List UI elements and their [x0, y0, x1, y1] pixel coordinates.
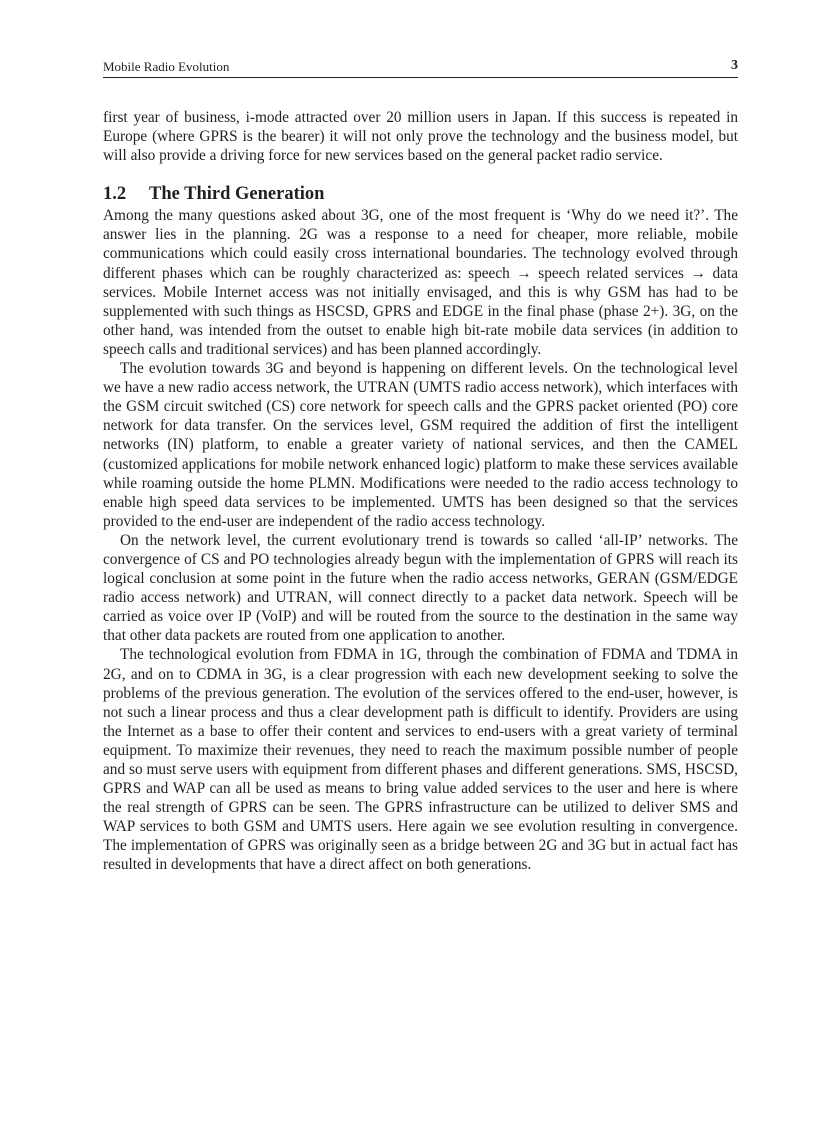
section-title: The Third Generation: [149, 184, 325, 205]
running-title: Mobile Radio Evolution: [103, 59, 230, 74]
section-heading: [103, 182, 738, 206]
paragraph: The technological evolution from FDMA in 1G, through the combination of FDMA and TDMA in 2G, and on to CDMA in 3G, is a clear progression with each new development seeking to solve the problems of the previous generation. The evolution of the services offered to the end-user, however, is not such a linear process and thus a clear development path is difficult to identify. Providers are using the Internet as a base to offer their content and services to end-users with a great variety of terminal equipment. To maximize their revenues, they need to reach the maximum possible number of people and so must serve users with equipment from different phases and different generations. SMS, HSCSD, GPRS and WAP can all be used as means to bring value added services to the user and here is where the real strength of GPRS can be seen. The GPRS infrastructure can be utilized to deliver SMS and WAP services to both GSM and UMTS users. Here again we see evolution resulting in convergence. The implementation of GPRS was originally seen as a bridge between 2G and 3G but in actual fact has resulted in developments that have a direct affect on both generations.: [103, 646, 738, 874]
paragraph: Among the many questions asked about 3G, one of the most frequent is ‘Why do we need it?’. The answer lies in the planning. 2G was a response to a need for cheaper, more reliable, mobile communications which could easily cross international boundaries. The technology evolved through different phases which can be roughly characterized as: speech → speech related services → data services. Mobile Internet access was not initially envisaged, and this is why GSM has had to be supplemented with such things as HSCSD, GPRS and EDGE in the final phase (phase 2+). 3G, on the other hand, was intended from the outset to enable high bit-rate mobile data services (in addition to speech calls and traditional services) and has been planned accordingly.: [103, 207, 738, 358]
intro-paragraph: first year of business, i-mode attracted over 20 million users in Japan. If this success is repeated in Europe (where GPRS is the bearer) it will not only prove the technology and the business model, but will also provide a driving force for new services based on the general packet radio service.: [103, 109, 738, 165]
body-text: [103, 108, 738, 875]
running-header: [103, 57, 738, 78]
page-number: 3: [731, 58, 738, 73]
section-number: 1.2: [103, 184, 127, 205]
paragraph: The evolution towards 3G and beyond is happening on different levels. On the technological level we have a new radio access network, the UTRAN (UMTS radio access network), which interfaces with the GSM circuit switched (CS) core network for speech calls and the GPRS packet oriented (PO) core network for data transfer. On the services level, GSM required the addition of first the intelligent networks (IN) platform, to enable a greater variety of national services, and then the CAMEL (customized applications for mobile network enhanced logic) platform to make these services available while roaming outside the home PLMN. Modifications were needed to the radio access technology to enable high speed data services to be implemented. UMTS has been designed so that the services provided to the end-user are independent of the radio access technology.: [103, 360, 738, 530]
paragraph: On the network level, the current evolutionary trend is towards so called ‘all-IP’ networks. The convergence of CS and PO technologies already begun with the implementation of GPRS will reach its logical conclusion at some point in the future when the radio access networks, GERAN (GSM/EDGE radio access network) and UTRAN, will connect directly to a packet data network. Speech will be carried as voice over IP (VoIP) and will be routed from the source to the destination in the same way that other data packets are routed from one application to another.: [103, 531, 738, 645]
